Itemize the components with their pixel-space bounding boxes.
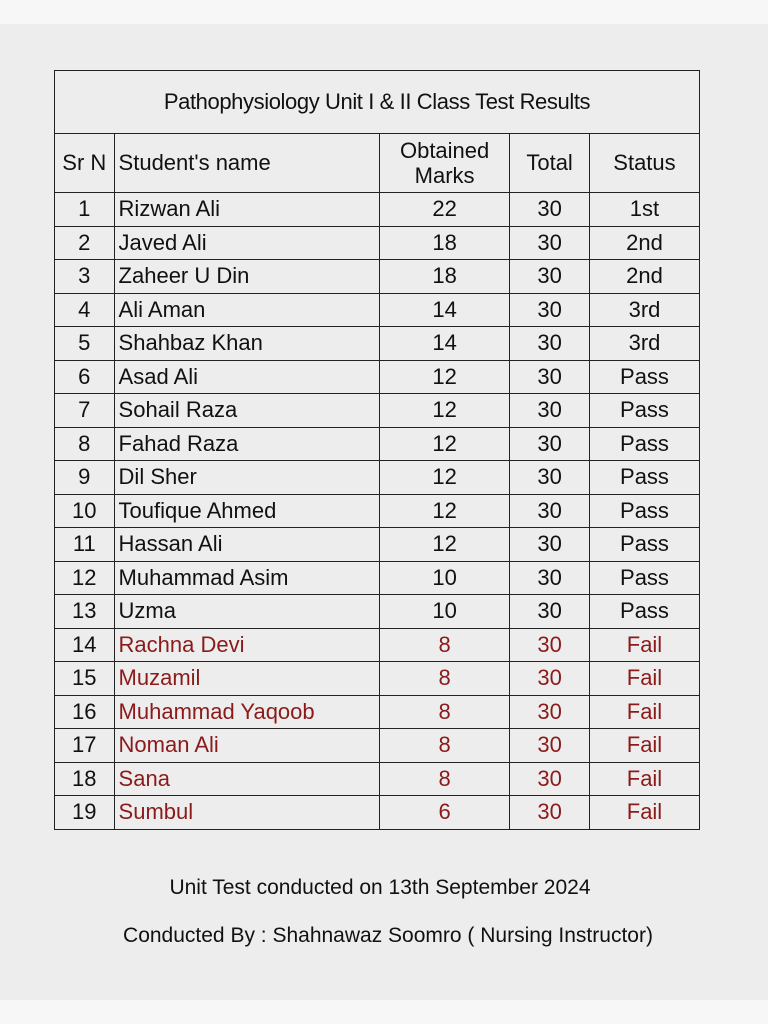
total-cell: 30 [510,729,590,763]
status-cell: Pass [589,461,699,495]
obtained-marks-cell: 12 [380,394,510,428]
table-row [55,628,700,662]
obtained-marks-cell: 12 [380,360,510,394]
status-cell: 2nd [589,226,699,260]
table-row [55,729,700,763]
obtained-marks-cell: 18 [380,260,510,294]
sr-cell: 14 [55,628,115,662]
status-cell: 1st [589,193,699,227]
header-obtained-marks [380,134,510,193]
total-cell: 30 [510,796,590,830]
obtained-marks-cell: 8 [380,662,510,696]
conducted-by-text: Conducted By : Shahnawaz Soomro ( Nursing Instructor) [123,924,653,947]
total-cell: 30 [510,662,590,696]
total-cell: 30 [510,293,590,327]
status-cell: Pass [589,360,699,394]
student-name-cell: Muhammad Asim [114,561,379,595]
sr-cell: 4 [55,293,115,327]
status-cell: Pass [589,394,699,428]
sr-cell: 9 [55,461,115,495]
header-sr: Sr N [55,134,115,193]
sr-cell: 19 [55,796,115,830]
student-name-cell: Shahbaz Khan [114,327,379,361]
table-row [55,226,700,260]
obtained-marks-cell: 12 [380,461,510,495]
status-cell: Fail [589,628,699,662]
conducted-on-text: Unit Test conducted on 13th September 2024 [169,876,591,899]
header-row [55,134,700,193]
table-row [55,293,700,327]
student-name-cell: Asad Ali [114,360,379,394]
table-row [55,360,700,394]
obtained-marks-cell: 14 [380,293,510,327]
student-name-cell: Javed Ali [114,226,379,260]
header-total: Total [510,134,590,193]
table-row [55,762,700,796]
status-cell: 2nd [589,260,699,294]
status-cell: 3rd [589,293,699,327]
results-body [55,193,700,830]
status-cell: Fail [589,695,699,729]
table-row [55,561,700,595]
student-name-cell: Toufique Ahmed [114,494,379,528]
table-row [55,528,700,562]
table-row [55,193,700,227]
status-cell: Pass [589,528,699,562]
total-cell: 30 [510,226,590,260]
header-obtained-marks-line2: Marks [414,163,475,188]
sr-cell: 6 [55,360,115,394]
total-cell: 30 [510,494,590,528]
sr-cell: 11 [55,528,115,562]
student-name-cell: Zaheer U Din [114,260,379,294]
status-cell: 3rd [589,327,699,361]
sr-cell: 5 [55,327,115,361]
sr-cell: 15 [55,662,115,696]
sr-cell: 12 [55,561,115,595]
sr-cell: 17 [55,729,115,763]
header-student-name: Student's name [114,134,379,193]
sr-cell: 3 [55,260,115,294]
total-cell: 30 [510,427,590,461]
sr-cell: 13 [55,595,115,629]
obtained-marks-cell: 8 [380,695,510,729]
total-cell: 30 [510,561,590,595]
results-sheet [0,24,768,1000]
status-cell: Pass [589,494,699,528]
table-row [55,695,700,729]
total-cell: 30 [510,528,590,562]
sr-cell: 7 [55,394,115,428]
obtained-marks-cell: 18 [380,226,510,260]
obtained-marks-cell: 10 [380,595,510,629]
total-cell: 30 [510,394,590,428]
obtained-marks-cell: 8 [380,729,510,763]
table-row [55,260,700,294]
table-row [55,595,700,629]
status-cell: Pass [589,561,699,595]
total-cell: 30 [510,260,590,294]
student-name-cell: Rachna Devi [114,628,379,662]
student-name-cell: Noman Ali [114,729,379,763]
obtained-marks-cell: 12 [380,494,510,528]
obtained-marks-cell: 12 [380,528,510,562]
table-title: Pathophysiology Unit I & II Class Test Results [55,71,700,134]
sr-cell: 2 [55,226,115,260]
table-row [55,394,700,428]
status-cell: Fail [589,662,699,696]
sr-cell: 8 [55,427,115,461]
obtained-marks-cell: 14 [380,327,510,361]
total-cell: 30 [510,193,590,227]
table-row [55,327,700,361]
student-name-cell: Muhammad Yaqoob [114,695,379,729]
student-name-cell: Fahad Raza [114,427,379,461]
sr-cell: 10 [55,494,115,528]
table-row [55,427,700,461]
total-cell: 30 [510,327,590,361]
student-name-cell: Sumbul [114,796,379,830]
total-cell: 30 [510,628,590,662]
student-name-cell: Muzamil [114,662,379,696]
sr-cell: 1 [55,193,115,227]
total-cell: 30 [510,695,590,729]
total-cell: 30 [510,762,590,796]
student-name-cell: Rizwan Ali [114,193,379,227]
status-cell: Fail [589,762,699,796]
student-name-cell: Sana [114,762,379,796]
sr-cell: 18 [55,762,115,796]
student-name-cell: Ali Aman [114,293,379,327]
header-status: Status [589,134,699,193]
student-name-cell: Sohail Raza [114,394,379,428]
obtained-marks-cell: 10 [380,561,510,595]
student-name-cell: Hassan Ali [114,528,379,562]
total-cell: 30 [510,595,590,629]
table-row [55,461,700,495]
status-cell: Pass [589,427,699,461]
table-row [55,494,700,528]
header-obtained-marks-line1: Obtained [399,137,490,163]
table-row [55,662,700,696]
sr-cell: 16 [55,695,115,729]
student-name-cell: Uzma [114,595,379,629]
total-cell: 30 [510,360,590,394]
title-row [55,71,700,134]
obtained-marks-cell: 8 [380,762,510,796]
status-cell: Pass [589,595,699,629]
status-cell: Fail [589,796,699,830]
student-name-cell: Dil Sher [114,461,379,495]
table-row [55,796,700,830]
obtained-marks-cell: 8 [380,628,510,662]
obtained-marks-cell: 22 [380,193,510,227]
status-cell: Fail [589,729,699,763]
obtained-marks-cell: 12 [380,427,510,461]
results-table [54,70,700,830]
total-cell: 30 [510,461,590,495]
obtained-marks-cell: 6 [380,796,510,830]
